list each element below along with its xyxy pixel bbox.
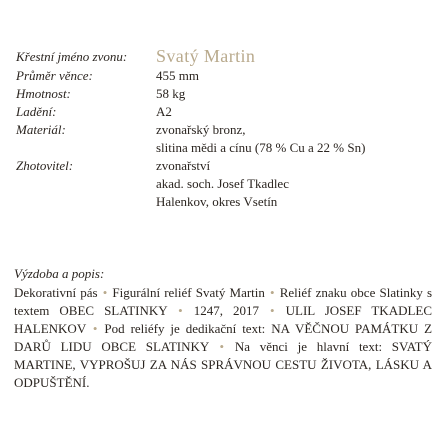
description-item: Reliéf znaku obce Slatinky s textem OBEC SLATINKY — [14, 285, 433, 318]
spec-label-maker: Zhotovitel: — [16, 158, 74, 173]
spec-row-tuning — [16, 103, 426, 121]
spec-row-weight — [16, 85, 426, 103]
description-item: Na věnci je hlavní text: SVATÝ MARTINE, VYPROŠUJ ZA NÁS SPRÁVNOU CESTU ŽIVOTA, LÁSKU A ODPUŠTĚNÍ. — [14, 339, 433, 390]
description-label: Výzdoba a popis: — [14, 266, 105, 281]
description-item: 1247, 2017 — [193, 303, 260, 318]
separator-bullet: • — [219, 339, 225, 354]
maker-line: akad. soch. Josef Tkadlec — [156, 176, 289, 191]
bell-name: Svatý Martin — [156, 46, 256, 66]
material-line: zvonařský bronz, — [156, 122, 246, 137]
spec-label-diameter: Průměr věnce: — [16, 68, 93, 83]
spec-value-maker — [156, 157, 426, 211]
description-item: ULIL JOSEF TKADLEC HALENKOV — [14, 303, 433, 336]
separator-bullet: • — [270, 303, 275, 318]
spec-label-weight: Hmotnost: — [16, 86, 71, 101]
bell-spec-table — [16, 48, 426, 211]
spec-row-diameter — [16, 67, 426, 85]
separator-bullet: • — [178, 303, 183, 318]
spec-label-name: Křestní jméno zvonu: — [16, 49, 128, 64]
spec-row-material — [16, 121, 426, 157]
description-item: Dekorativní pás — [14, 285, 98, 300]
separator-bullet: • — [92, 321, 98, 336]
description-item: Pod reliéfy je dedikační text: NA VĚČNOU PAMÁTKU Z DARŮ LIDU OBCE SLATINKY — [14, 321, 433, 354]
spec-value-material — [156, 121, 426, 157]
spec-value-weight: 58 kg — [156, 86, 186, 101]
spec-row-name — [16, 48, 426, 67]
spec-label-material: Materiál: — [16, 122, 66, 137]
material-line: slitina mědi a cínu (78 % Cu a 22 % Sn) — [156, 140, 366, 155]
spec-row-maker — [16, 157, 426, 211]
spec-value-tuning: A2 — [156, 104, 172, 119]
spec-value-diameter: 455 mm — [156, 68, 199, 83]
separator-bullet: • — [102, 285, 108, 300]
maker-line: zvonařství — [156, 158, 211, 173]
decoration-description — [14, 265, 432, 392]
description-item: Figurální reliéf Svatý Martin — [112, 285, 265, 300]
separator-bullet: • — [270, 285, 275, 300]
description-text — [14, 284, 432, 392]
spec-label-tuning: Ladění: — [16, 104, 57, 119]
maker-line: Halenkov, okres Vsetín — [156, 194, 278, 209]
